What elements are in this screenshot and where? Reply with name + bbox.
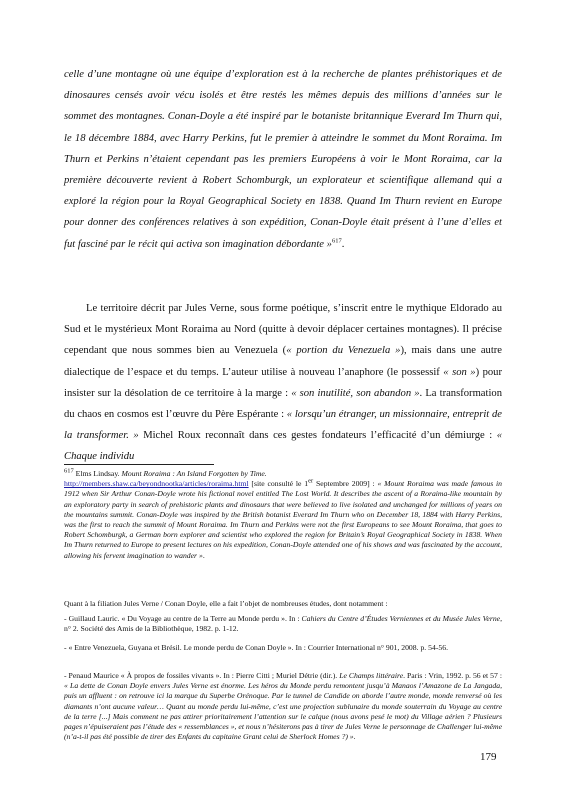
body-paragraph-2: Le territoire décrit par Jules Verne, sous forme poétique, s’inscrit entre le mythique Eldorado au Sud et le mystérieux Mont Roraima au Nord (quitte à devoir déplacer certaines montagnes). Il précise cependant que nous sommes bien au Venezuela (« portion du Venezuela »), mais dans une autre dialectique de l’espace et du temps. L’auteur utilise à nouveau l’anaphore (le possessif « son ») pour insister sur la désolation de ce territoire à la marge : « son inutilité, son abandon ». La transformation du chaos en cosmos est l’œuvre du Père Espérante : « lorsqu’un étranger, un missionnaire, entreprit de la transformer. » Michel Roux reconnaît dans ces gestes fondateurs l’efficacité d’un démiurge : « Chaque individu <box>64 303 503 463</box>
footnote-617: $^{617}$ Elms Lindsay. Mount Roraima : An Island Forgotten by Time. http://members.shaw.ca/beyondnootka/articles/roraima.html [site consulté le 1er Septembre 2009] : « Mount Roraima was made famous in 1912 when Sir Arthur Conan-Doyle wrote his fictional novel entitled The Lost World. It describes the ascent of a Roraima-like mountain by an exploratory party in search of prehistoric plants and dinosaurs that were believed to live isolated and unchanged for millions of years on the mountains summit. Conan-Doyle was inspired by the British botanist Everard Im Thurn who on December 18, 1884 with Harry Perkins, was the first to reach the summit of Mount Roraima. Im Thurn and Perkins were not the first Europeans to see Mount Roraima, that goes to Robert Schomburgk, a German born explorer and scientist who explored the region for Britain’s Royal Geographical Society in 1838. When Im Thurn returned to Europe to present lectures on his expedition, Conan-Doyle attended one of his shows and was fascinated by the account, allowing his fervent imagination to wander ». <box>64 467 503 560</box>
quoted-passage: celle d’une montagne où une équipe d’exploration est à la recherche de plantes préhistoriques et de dinosaures censés avoir vécu isolés et être restés les mêmes depuis des millions d’années sur le sommet des montagnes. Conan-Doyle a été inspiré par le botaniste britannique Everard Im Thurn qui, le 18 décembre 1884, avec Harry Perkins, fut le premier à atteindre le sommet du Mont Roraima. Im Thurn et Perkins n’étaient cependant pas les premiers Européens à voir le Mont Roraima, car la première découverte revient à Robert Schomburgk, un explorateur et scientifique allemand qui a exploré la région pour la Royal Geographical Society en 1838. Quand Im Thurn revient en Europe pour donner des conférences relatives à son expédition, Conan-Doyle était présent à l’une d’elles et fut fasciné par le récit qui activa son imagination débordante » <box>64 69 502 250</box>
footnote-quote: « La dette de Conan Doyle envers Jules Verne est énorme. Les héros du Monde perdu remontent jusqu’à Manaos l’Amazone de La Jangada, puis un affluent : on retrouve ici la marque du Superbe Orénoque. Par le tunnel de Candide on aborde l’autre monde, monde renversé où les diamants n’ont aucune valeur… Quant au monde perdu lui-même, c’est une projection sublunaire du monde souterrain du Voyage au centre de la terre [...] Mais comment ne pas attirer prioritairement l’attention sur le calque (nous avons pesé le mot) du Village aérien ? Plusieurs pages n’épuiseraient pas l’étude des « ressemblances », et nous n’hésiterons pas à tirer de Jules Verne le personnage de Challenger lui-même (n’a-t-il pas été possible de tirer des Enfants du capitaine Grant celui de Sherlock Homes ?) » <box>64 681 502 742</box>
inline-quote: « Chaque individu <box>64 430 502 463</box>
footnote-reference-guillaud: - Guillaud Lauric. « Du Voyage au centre de la Terre au Monde perdu ». In : Cahiers du Centre d’Études Verniennes et du Musée Jules Verne, n° 2. Société des Amis de la Bibliothèque, 1982. p. 1-12. <box>64 614 502 634</box>
footnote-intro: Quant à la filiation Jules Verne / Conan Doyle, elle a fait l’objet de nombreuses études, dont notamment : <box>64 599 388 608</box>
inline-quote: « portion du Venezuela » <box>286 345 401 357</box>
page-number: 179 <box>480 751 497 763</box>
footnote-separator <box>64 464 214 465</box>
inline-quote: « lorsqu’un étranger, un missionnaire, entreprit de la transformer. » <box>64 409 502 442</box>
body-paragraph-1: celle d’une montagne où une équipe d’exploration est à la recherche de plantes préhistoriques et de dinosaures censés avoir vécu isolés et être restés les mêmes depuis des millions d’années sur le sommet des montagnes. Conan-Doyle a été inspiré par le botaniste britannique Everard Im Thurn qui, le 18 décembre 1884, avec Harry Perkins, fut le premier à atteindre le sommet du Mont Roraima. Im Thurn et Perkins n’étaient cependant pas les premiers Européens à voir le Mont Roraima, car la première découverte revient à Robert Schomburgk, un explorateur et scientifique allemand qui a exploré la région pour la Royal Geographical Society en 1838. Quand Im Thurn revient en Europe pour donner des conférences relatives à son expédition, Conan-Doyle était présent à l’une d’elles et fut fasciné par le récit qui activa son imagination débordante »$^{617}$. <box>64 69 502 250</box>
footnote-number: 617 <box>64 467 74 475</box>
footnote-reference-courrier: - « Entre Venezuela, Guyana et Brésil. Le monde perdu de Conan Doyle ». In : Courrier International n° 901, 2008. p. 54-56. <box>64 643 448 652</box>
footnote-quote: « Mount Roraima was made famous in 1912 when Sir Arthur Conan-Doyle wrote his fictional novel entitled The Lost World. It describes the ascent of a Roraima-like mountain by an exploratory party in search of prehistoric plants and dinosaurs that were believed to live isolated and unchanged for millions of years on the mountains summit. Conan-Doyle was inspired by the British botanist Everard Im Thurn who on December 18, 1884 with Harry Perkins, was the first to reach the summit of Mount Roraima. Im Thurn and Perkins were not the first Europeans to see Mount Roraima, that goes to Robert Schomburgk, a German born explorer and scientist who explored the region for Britain’s Royal Geographical Society in 1838. When Im Thurn returned to Europe to present lectures on his expedition, Conan-Doyle attended one of his shows and was fascinated by the account, allowing his fervent imagination to wander » <box>64 479 503 560</box>
footnote-reference[interactable]: 617 <box>331 237 342 245</box>
source-link[interactable]: http://members.shaw.ca/beyondnootka/articles/roraima.html <box>64 479 249 489</box>
footnote-title: Mount Roraima : An Island Forgotten by Time. <box>121 469 267 478</box>
inline-quote: « son inutilité, son abandon » <box>291 387 420 399</box>
footnote-reference-penaud: - Penaud Maurice « À propos de fossiles vivants ». In : Pierre Citti ; Muriel Détrie (dir.). Le Champs littéraire. Paris : Vrin, 1992. p. 56 et 57 : « La dette de Conan Doyle envers Jules Verne est énorme. Les héros du Monde perdu remontent jusqu’à Manaos l’Amazone de La Jangada, puis un affluent : on retrouve ici la marque du Superbe Orénoque. Par le tunnel de Candide on aborde l’autre monde, monde renversé où les diamants n’ont aucune valeur… Quant au monde perdu lui-même, c’est une projection sublunaire du monde souterrain du Voyage au centre de la terre [...] Mais comment ne pas attirer prioritairement l’attention sur le calque (nous avons pesé le mot) du Village aérien ? Plusieurs pages n’épuiseraient pas l’étude des « ressemblances », et nous n’hésiterons pas à tirer de Jules Verne le personnage de Challenger lui-même (n’a-t-il pas été possible de tirer des Enfants du capitaine Grant celui de Sherlock Homes ?) ». <box>64 671 503 742</box>
inline-quote: « son » <box>443 366 476 378</box>
